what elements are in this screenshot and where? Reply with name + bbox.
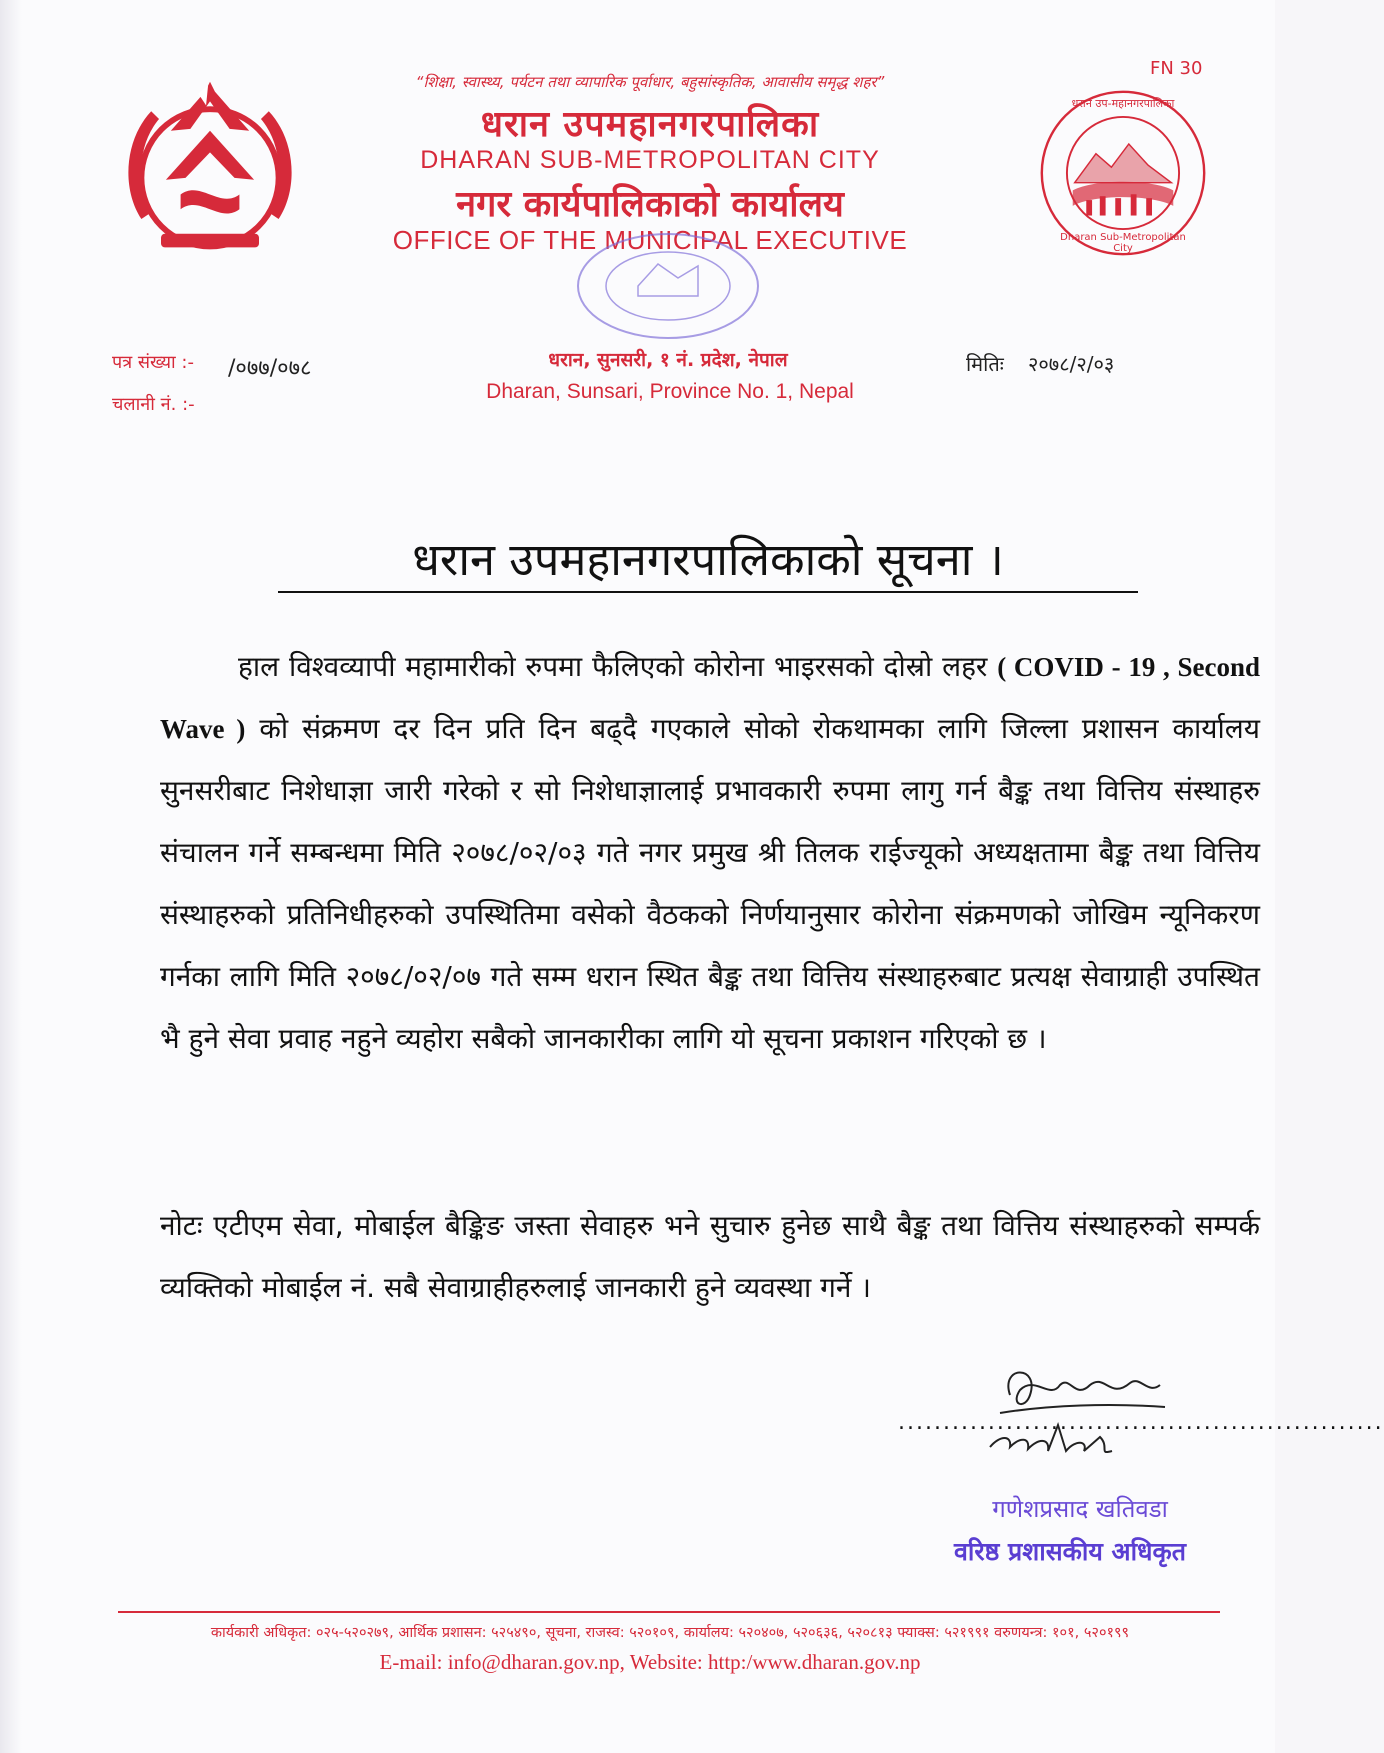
municipality-name-en: DHARAN SUB-METROPOLITAN CITY	[420, 146, 880, 174]
signatory-name: गणेशप्रसाद खतिवडा	[992, 1495, 1168, 1523]
slogan: “शिक्षा, स्वास्थ्य, पर्यटन तथा व्यापारिक पूर्वाधार, बहुसांस्कृतिक, आवासीय समृद्ध शहर”	[415, 73, 885, 91]
notice-body	[160, 636, 1260, 1070]
address-en: Dharan, Sunsari, Province No. 1, Nepal	[486, 380, 854, 403]
notice-body-part2: को संक्रमण दर दिन प्रति दिन बढ्दै गएकाले सोको रोकथामका लागि जिल्ला प्रशासन कार्यालय सुनसरीबाट निशेधाज्ञा जारी गरेको र सो निशेधाज्ञालाई प्रभावकारी रुपमा लागु गर्न बैङ्क तथा वित्तिय संस्थाहरु संचालन गर्ने सम्बन्धमा मिति २०७८/०२/०३ गते नगर प्रमुख श्री तिलक राईज्यूको अध्यक्षतामा बैङ्क तथा वित्तिय संस्थाहरुको प्रतिनिधीहरुको उपस्थितिमा वसेको वैठकको निर्णयानुसार कोरोना संक्रमणको जोखिम न्यूनिकरण गर्नका लागि मिति २०७८/०२/०७ गते सम्म धरान स्थित बैङ्क तथा वित्तिय संस्थाहरुबाट प्रत्यक्ष सेवाग्राही उपस्थित भै हुने सेवा प्रवाह नहुने व्यहोरा सबैको जानकारीका लागि यो सूचना प्रकाशन गरिएको छ ।	[160, 712, 1260, 1055]
office-stamp-icon	[568, 226, 768, 346]
office-name-np: नगर कार्यपालिकाको कार्यालय	[456, 184, 844, 225]
form-code: FN 30	[1150, 58, 1203, 79]
seal-text-bottom: Dharan Sub-Metropolitan City	[1060, 232, 1186, 254]
notice-title: धरान उपमहानगरपालिकाको सूचना ।	[278, 528, 1138, 593]
nepal-emblem-icon	[112, 72, 308, 268]
reference-number-label: पत्र संख्या :-	[112, 352, 194, 373]
dispatch-number-label: चलानी नं. :-	[112, 394, 195, 415]
signature-line: ......................................................	[898, 1410, 1384, 1435]
seal-text-top: धरान उप-महानगरपालिका	[1071, 97, 1175, 110]
footer-contacts: कार्यकारी अधिकृत: ०२५-५२०२७९, आर्थिक प्रशासन: ५२५४९०, सूचना, राजस्व: ५२०१०९, कार्यालय: ५२०४०७, ५२०६३६, ५२०८१३ फ्याक्स: ५२१९९१ वरुणयन्त्र: १०१, ५२०१९९	[210, 1625, 1130, 1641]
address-np: धरान, सुनसरी, १ नं. प्रदेश, नेपाल	[548, 349, 788, 371]
notice-note: नोटः एटीएम सेवा, मोबाईल बैङ्किङ जस्ता सेवाहरु भने सुचारु हुनेछ साथै बैङ्क तथा वित्तिय संस्थाहरुको सम्पर्क व्यक्तिको मोबाईल नं. सबै सेवाग्राहीहरुलाई जानकारी हुने व्यवस्था गर्ने ।	[160, 1209, 1260, 1304]
reference-number-value: /०७७/०७८	[228, 356, 312, 381]
municipality-name-np: धरान उपमहानगरपालिका	[480, 104, 820, 145]
footer-divider	[118, 1611, 1220, 1613]
date-value: २०७८/२/०३	[1028, 352, 1115, 376]
notice-body-covid: ( COVID - 19 , Second Wave )	[160, 652, 1260, 744]
date-label: मितिः	[966, 352, 1004, 376]
office-name-en: OFFICE OF THE MUNICIPAL EXECUTIVE	[392, 225, 908, 255]
scan-edge	[0, 0, 22, 1753]
signatory-title: वरिष्ठ प्रशासकीय अधिकृत	[954, 1537, 1186, 1566]
notice-body-part1: हाल विश्वव्यापी महामारीको रुपमा फैलिएको कोरोना भाइरसको दोस्रो लहर	[238, 650, 998, 683]
footer-email-website: E-mail: info@dharan.gov.np, Website: http:/www.dharan.gov.np	[379, 1650, 921, 1674]
